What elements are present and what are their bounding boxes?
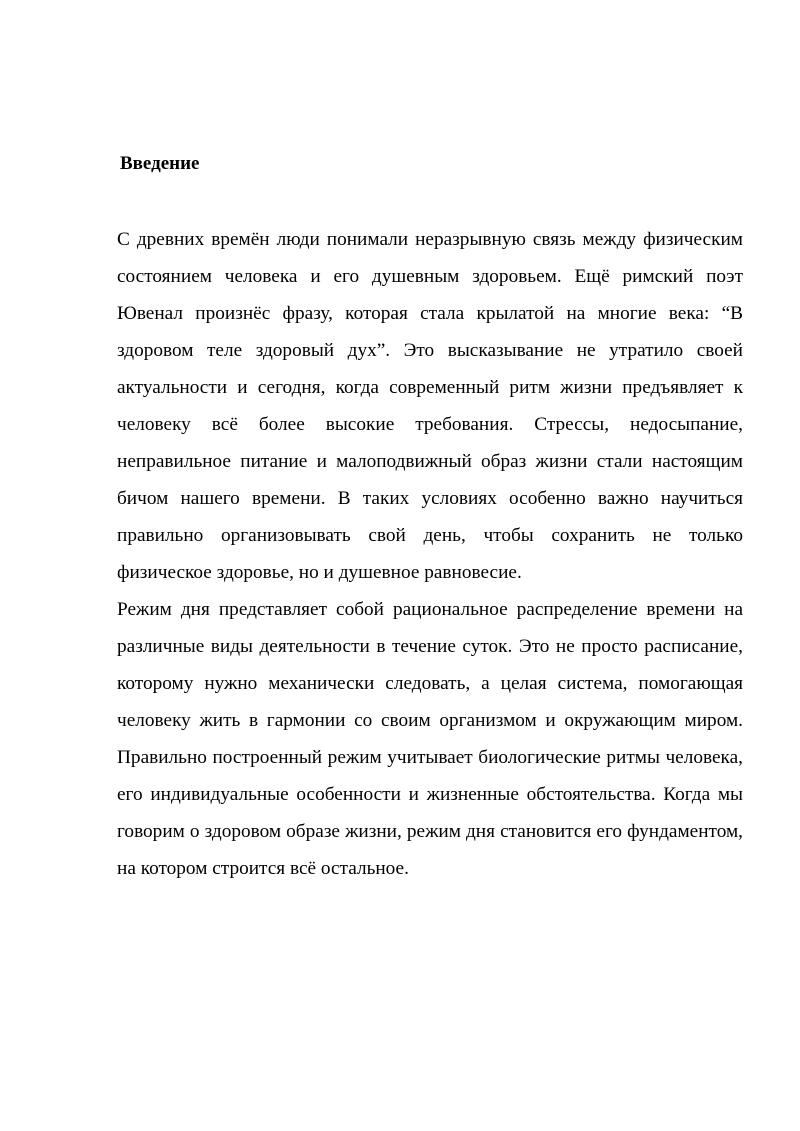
paragraph-2: Режим дня представляет собой рациональное распределение времени на различные виды деятельности в течение суток. Это не просто расписание, которому нужно механически следовать, а целая система, помогающая человеку жить в гармонии со своим организмом и окружающим миром. Правильно построенный режим учитывает биологические ритмы человека, его индивидуальные особенности и жизненные обстоятельства. Когда мы говорим о здоровом образе жизни, режим дня становится его фундаментом, на котором строится всё остальное. (117, 599, 743, 879)
body-text (117, 221, 743, 887)
section-heading: Введение (120, 153, 200, 174)
paragraph-1: С древних времён люди понимали неразрывную связь между физическим состоянием человека и его душевным здоровьем. Ещё римский поэт Ювенал произнёс фразу, которая стала крылатой на многие века: “В здоровом теле здоровый дух”. Это высказывание не утратило своей актуальности и сегодня, когда современный ритм жизни предъявляет к человеку всё более высокие требования. Стрессы, недосыпание, неправильное питание и малоподвижный образ жизни стали настоящим бичом нашего времени. В таких условиях особенно важно научиться правильно организовывать свой день, чтобы сохранить не только физическое здоровье, но и душевное равновесие. (117, 229, 743, 583)
